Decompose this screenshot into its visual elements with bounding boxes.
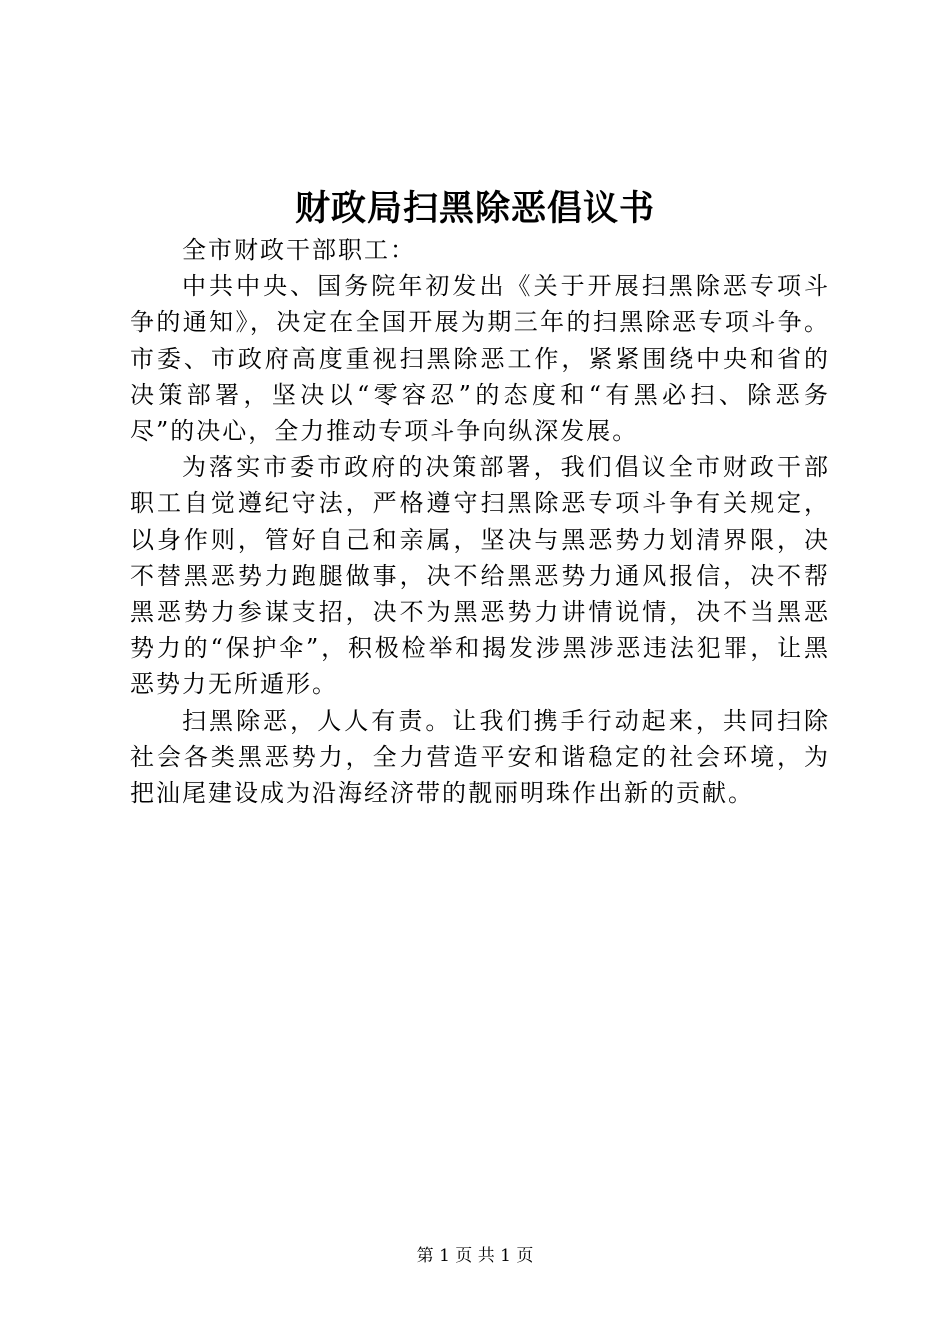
page-footer: 第 1 页 共 1 页 [416,1246,534,1266]
paragraph-proposal: 为落实市委市政府的决策部署，我们倡议全市财政干部职工自觉遵纪守法，严格遵守扫黑除恶专项斗争有关规定，以身作则，管好自己和亲属，坚决与黑恶势力划清界限，决不替黑恶势力跑腿做事，决不给黑恶势力通风报信，决不帮黑恶势力参谋支招，决不为黑恶势力讲情说情，决不当黑恶势力的“保护伞”，积极检举和揭发涉黑涉恶违法犯罪，让黑恶势力无所遁形。 [130,453,830,699]
salutation: 全市财政干部职工： [182,236,416,264]
paragraph-intro: 中共中央、国务院年初发出《关于开展扫黑除恶专项斗争的通知》，决定在全国开展为期三年的扫黑除恶专项斗争。市委、市政府高度重视扫黑除恶工作，紧紧围绕中央和省的决策部署，坚决以“零容忍”的态度和“有黑必扫、除恶务尽”的决心，全力推动专项斗争向纵深发展。 [130,272,830,446]
document-body [130,232,830,811]
paragraph-closing: 扫黑除恶，人人有责。让我们携手行动起来，共同扫除社会各类黑恶势力，全力营造平安和谐稳定的社会环境，为把汕尾建设成为沿海经济带的靓丽明珠作出新的贡献。 [130,706,830,808]
page-title: 财政局扫黑除恶倡议书 [294,188,655,229]
